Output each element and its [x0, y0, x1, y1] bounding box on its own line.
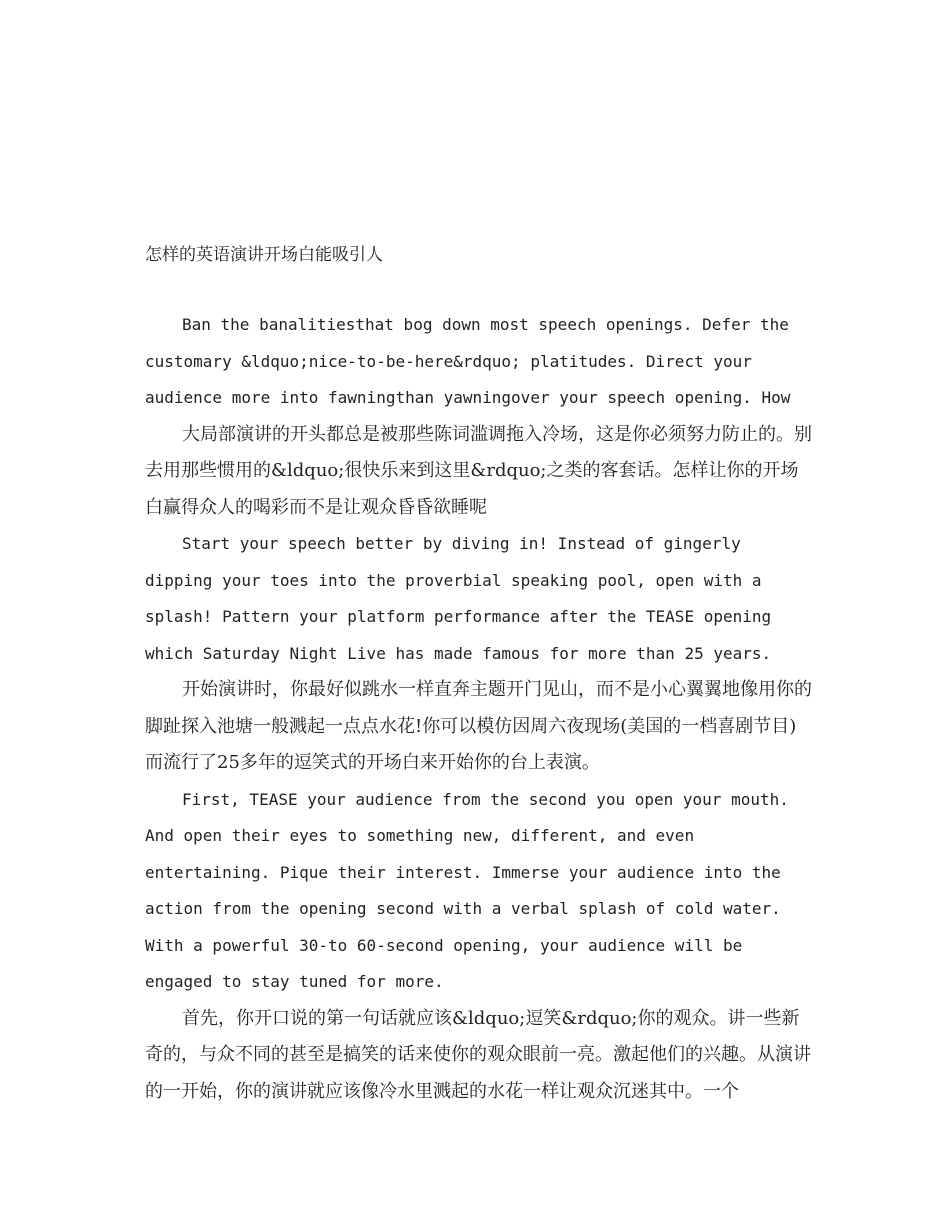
paragraph-zh-1: 大局部演讲的开头都总是被那些陈词滥调拖入冷场，这是你必须努力防止的。别去用那些惯用的&ldquo;很快乐来到这里&rdquo;之类的客套话。怎样让你的开场白赢得众人的喝彩而不是让观众昏昏欲睡呢: [145, 423, 812, 518]
document-title: 怎样的英语演讲开场白能吸引人: [145, 245, 383, 265]
paragraph-en-2: Start your speech better by diving in! Instead of gingerly dipping your toes into the proverbial speaking pool, open with a splash! Pattern your platform performance after the TEASE opening which Saturday Night Live has made famous for more than 25 years.: [145, 534, 781, 663]
paragraph-zh-2: 开始演讲时，你最好似跳水一样直奔主题开门见山，而不是小心翼翼地像用你的脚趾探入池塘一般溅起一点点水花!你可以模仿因周六夜现场(美国的一档喜剧节目)而流行了25多年的逗笑式的开场白来开始你的台上表演。: [145, 679, 812, 773]
document-body: [145, 240, 813, 1110]
paragraph-en-1: Ban the banalitiesthat bog down most speech openings. Defer the customary &ldquo;nice-to-be-here&rdquo; platitudes. Direct your audience more into fawningthan yawningover your speech opening. How: [145, 315, 799, 407]
paragraph-en-3: First, TEASE your audience from the second you open your mouth. And open their eyes to something new, different, and even entertaining. Pique their interest. Immerse your audience into the action from the opening second with a verbal splash of cold water. With a powerful 30-to 60-second opening, your audience will be engaged to stay tuned for more.: [145, 789, 799, 991]
paragraph-zh-3: 首先，你开口说的第一句话就应该&ldquo;逗笑&rdquo;你的观众。讲一些新奇的，与众不同的甚至是搞笑的话来使你的观众眼前一亮。激起他们的兴趣。从演讲的一开始，你的演讲就应该像冷水里溅起的水花一样让观众沉迷其中。一个: [145, 1007, 811, 1102]
